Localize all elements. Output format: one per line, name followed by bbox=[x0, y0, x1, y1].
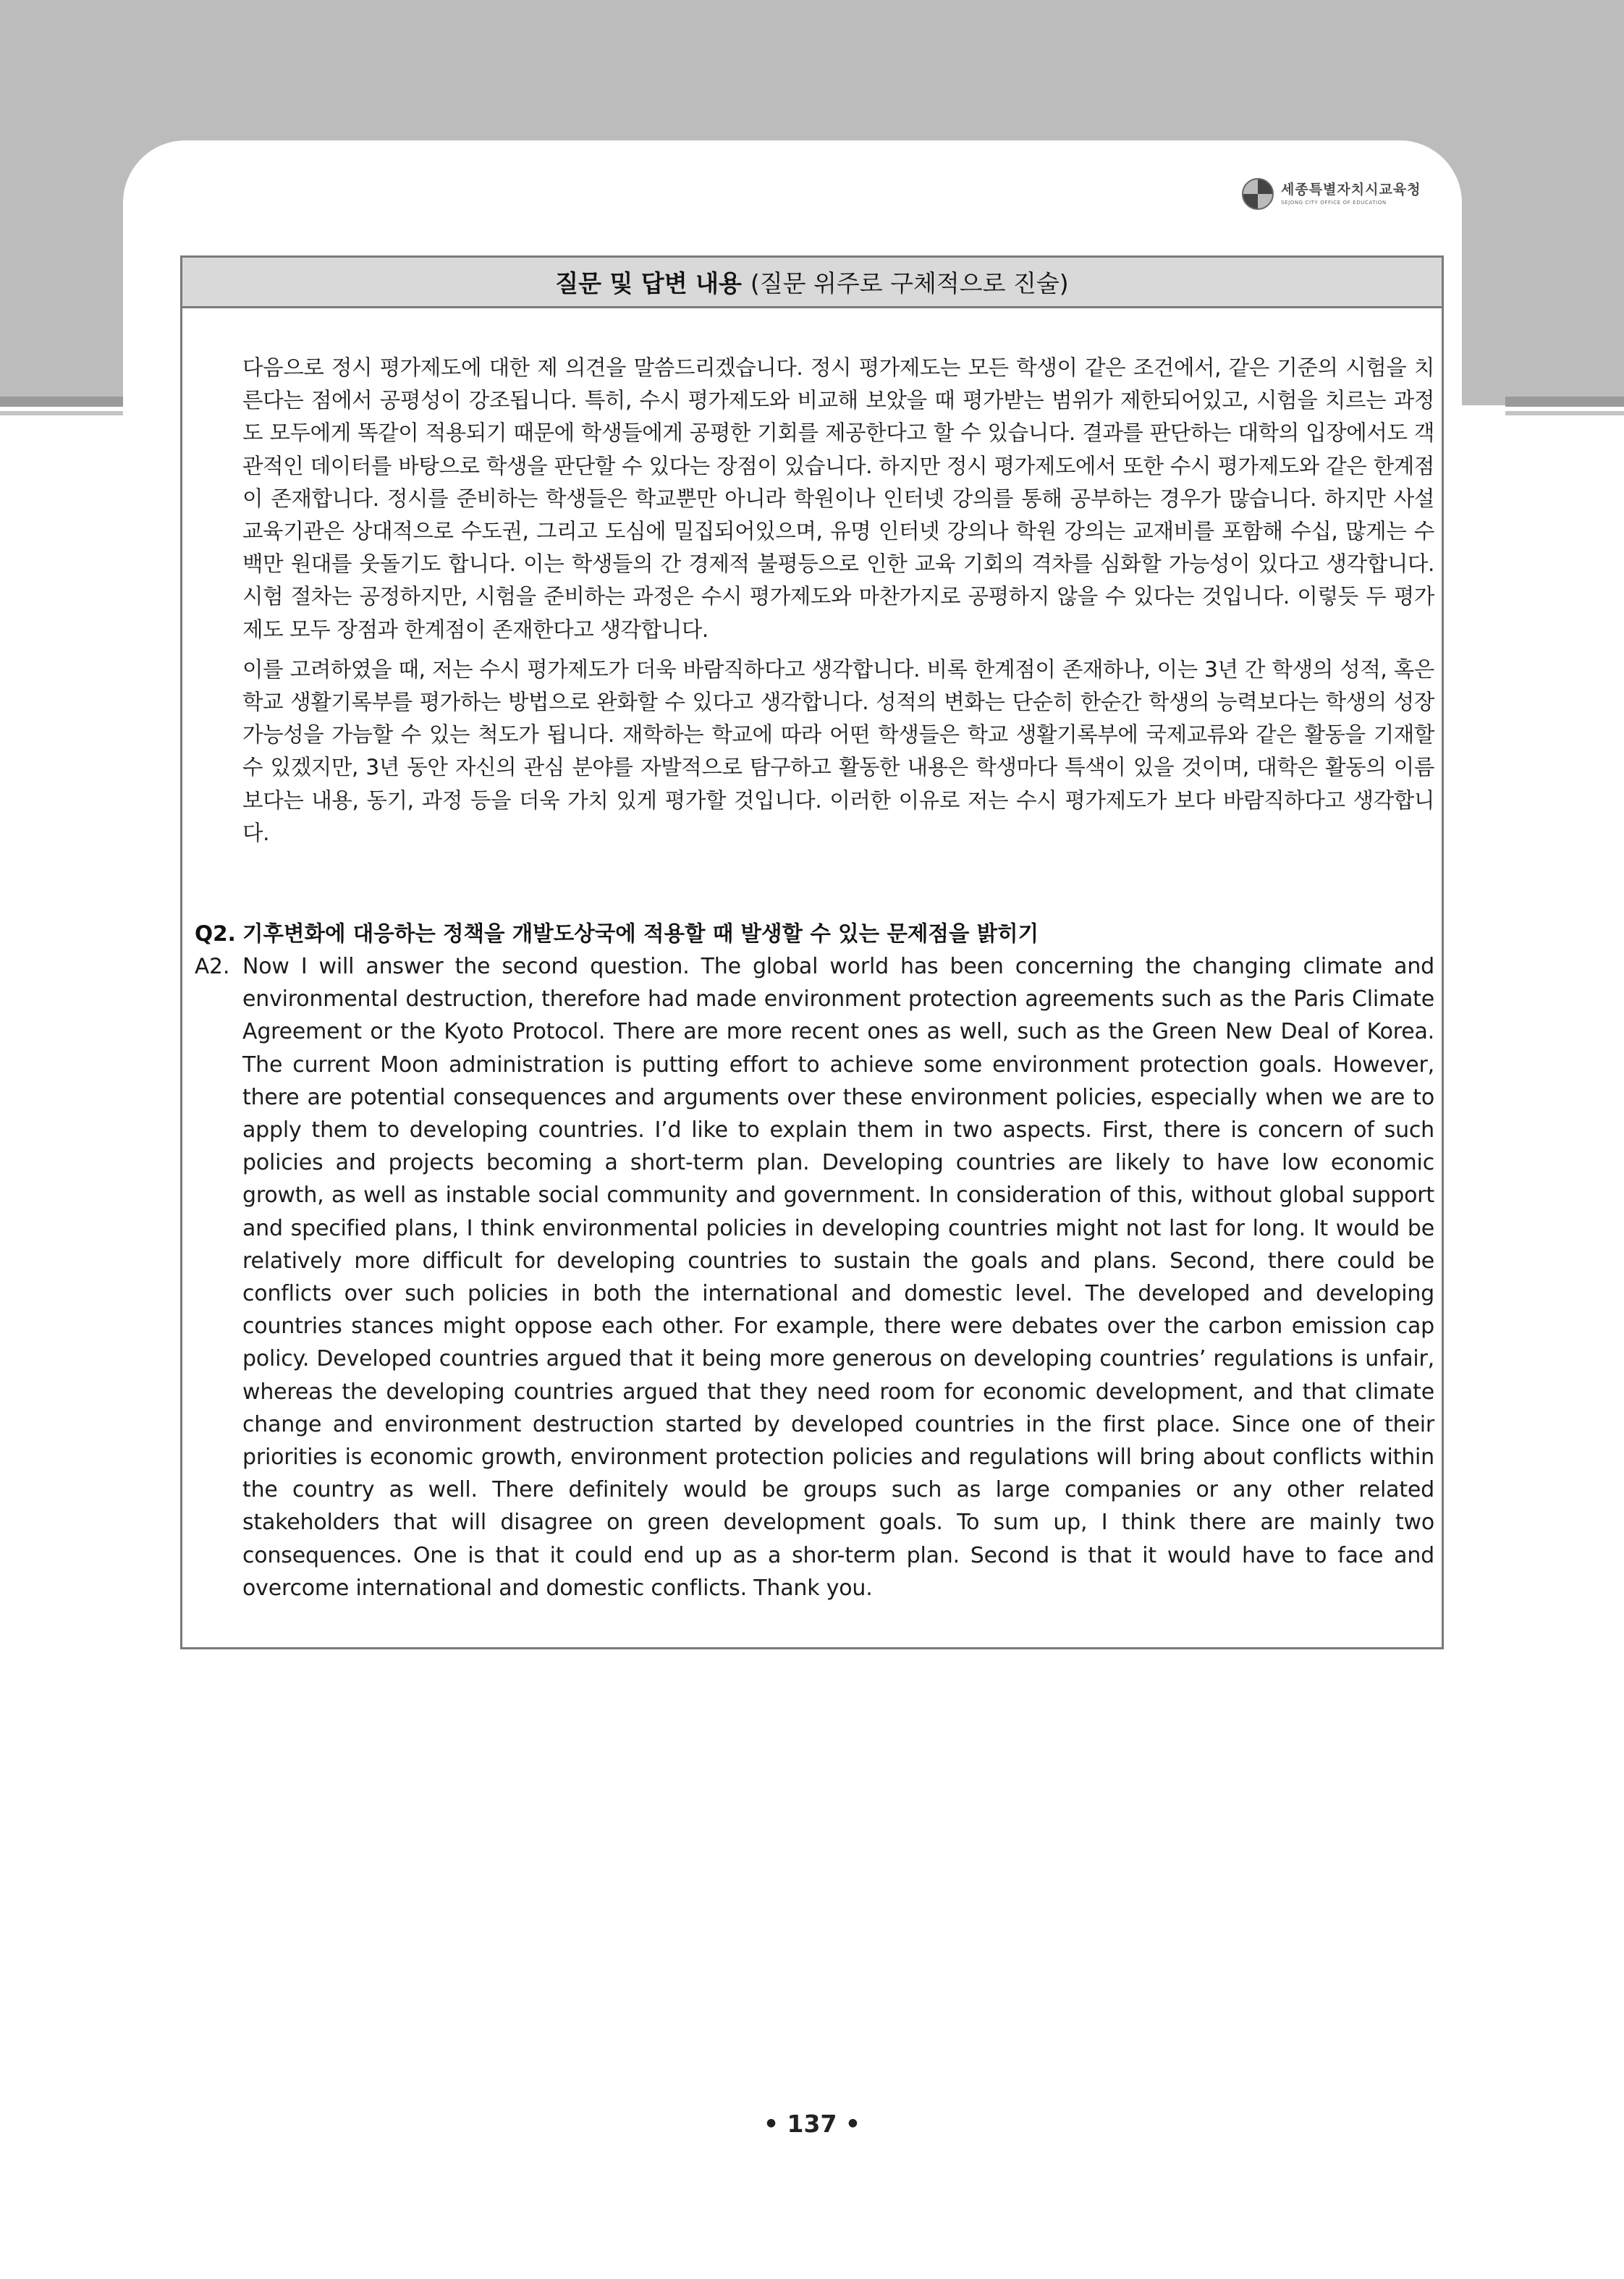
answer-text: Now I will answer the second question. The global world has been concerning the changing climate and environmental destruction, therefore had made environment protection agreements such as the Paris Climate Agreement or the Kyoto Protocol. There are more recent ones as well, such as the Green New Deal of Korea. The current Moon administration is putting effort to achieve some environment protection goals. However, there are potential consequences and arguments over these environment policies, especially when we are to apply them to developing countries. I’d like to explain them in two aspects. First, there is concern of such policies and projects becoming a short-term plan. Developing countries are likely to have low economic growth, as well as instable social community and government. In consideration of this, without global support and specified plans, I think environmental policies in developing countries might not last for long. It would be relatively more difficult for developing countries to sustain the goals and plans. Second, there could be conflicts over such policies in both the international and domestic level. The developed and developing countries stances might oppose each other. For example, there were debates over the carbon emission cap policy. Developed countries argued that it being more generous on developing countries’ regulations is unfair, whereas the developing countries argued that they need room for economic development, and that climate change and environment destruction started by developed countries in the first place. Since one of their priorities is economic growth, environment protection policies and regulations will bring about conflicts within the country as well. There definitely would be groups such as large companies or any other related stakeholders that will disagree on green development goals. To sum up, I think there are mainly two consequences. One is that it could end up as a shor-term plan. Second is that it would have to face and overcome international and domestic conflicts. Thank you. bbox=[242, 954, 1434, 1601]
box-header-subtitle: (질문 위주로 구체적으로 진술) bbox=[750, 269, 1069, 297]
qa-content-box bbox=[180, 255, 1444, 1649]
korean-answer-block bbox=[242, 352, 1434, 857]
logo-name-korean: 세종특별자치시교육청 bbox=[1281, 182, 1421, 198]
office-logo bbox=[1242, 178, 1421, 210]
page-number: • 137 • bbox=[763, 2110, 861, 2138]
left-side-stripe bbox=[0, 397, 123, 407]
emblem-icon bbox=[1242, 178, 1274, 210]
question-2 bbox=[195, 918, 1434, 950]
logo-name-english: SEJONG CITY OFFICE OF EDUCATION bbox=[1281, 200, 1387, 206]
korean-paragraph-2: 이를 고려하였을 때, 저는 수시 평가제도가 더욱 바람직하다고 생각합니다. 비록 한계점이 존재하나, 이는 3년 간 학생의 성적, 혹은 학교 생활기록부를 평가하는 방법으로 완화할 수 있다고 생각합니다. 성적의 변화는 단순히 한순간 학생의 능력보다는 학생의 성장 가능성을 가늠할 수 있는 척도가 됩니다. 재학하는 학교에 따라 어떤 학생들은 학교 생활기록부에 국제교류와 같은 활동을 기재할 수 있겠지만, 3년 동안 자신의 관심 분야를 자발적으로 탐구하고 활동한 내용은 학생마다 특색이 있을 것이며, 대학은 활동의 이름보다는 내용, 동기, 과정 등을 더욱 가치 있게 평가할 것입니다. 이러한 이유로 저는 수시 평가제도가 보다 바람직하다고 생각합니다. bbox=[242, 656, 1434, 845]
left-side-thin-stripe bbox=[0, 411, 123, 415]
answer-2 bbox=[195, 950, 1434, 1604]
logo-text bbox=[1281, 182, 1421, 206]
korean-paragraph-1: 다음으로 정시 평가제도에 대한 제 의견을 말씀드리겠습니다. 정시 평가제도는 모든 학생이 같은 조건에서, 같은 기준의 시험을 치른다는 점에서 공평성이 강조됩니다. 특히, 수시 평가제도와 비교해 보았을 때 평가받는 범위가 제한되어있고, 시험을 치르는 과정도 모두에게 똑같이 적용되기 때문에 학생들에게 공평한 기회를 제공한다고 할 수 있습니다. 결과를 판단하는 대학의 입장에서도 객관적인 데이터를 바탕으로 학생을 판단할 수 있다는 장점이 있습니다. 하지만 정시 평가제도에서 또한 수시 평가제도와 같은 한계점이 존재합니다. 정시를 준비하는 학생들은 학교뿐만 아니라 학원이나 인터넷 강의를 통해 공부하는 경우가 많습니다. 하지만 사설 교육기관은 상대적으로 수도권, 그리고 도심에 밀집되어있으며, 유명 인터넷 강의나 학원 강의는 교재비를 포함해 수십, 많게는 수백만 원대를 웃돌기도 합니다. 이는 학생들의 간 경제적 불평등으로 인한 교육 기회의 격차를 심화할 가능성이 있다고 생각합니다. 시험 절차는 공정하지만, 시험을 준비하는 과정은 수시 평가제도와 마찬가지로 공평하지 않을 수 있다는 것입니다. 이렇듯 두 평가제도 모두 장점과 한계점이 존재한다고 생각합니다. bbox=[242, 355, 1434, 642]
box-header bbox=[182, 258, 1442, 308]
right-side-thin-stripe bbox=[1505, 411, 1624, 415]
box-header-title: 질문 및 답변 내용 bbox=[555, 269, 742, 297]
question-label: Q2. bbox=[195, 921, 236, 946]
q2-a2-block bbox=[195, 918, 1434, 1604]
right-side-stripe bbox=[1505, 397, 1624, 407]
question-text: 기후변화에 대응하는 정책을 개발도상국에 적용할 때 발생할 수 있는 문제점을 밝히기 bbox=[242, 921, 1039, 946]
answer-label: A2. bbox=[195, 954, 230, 978]
